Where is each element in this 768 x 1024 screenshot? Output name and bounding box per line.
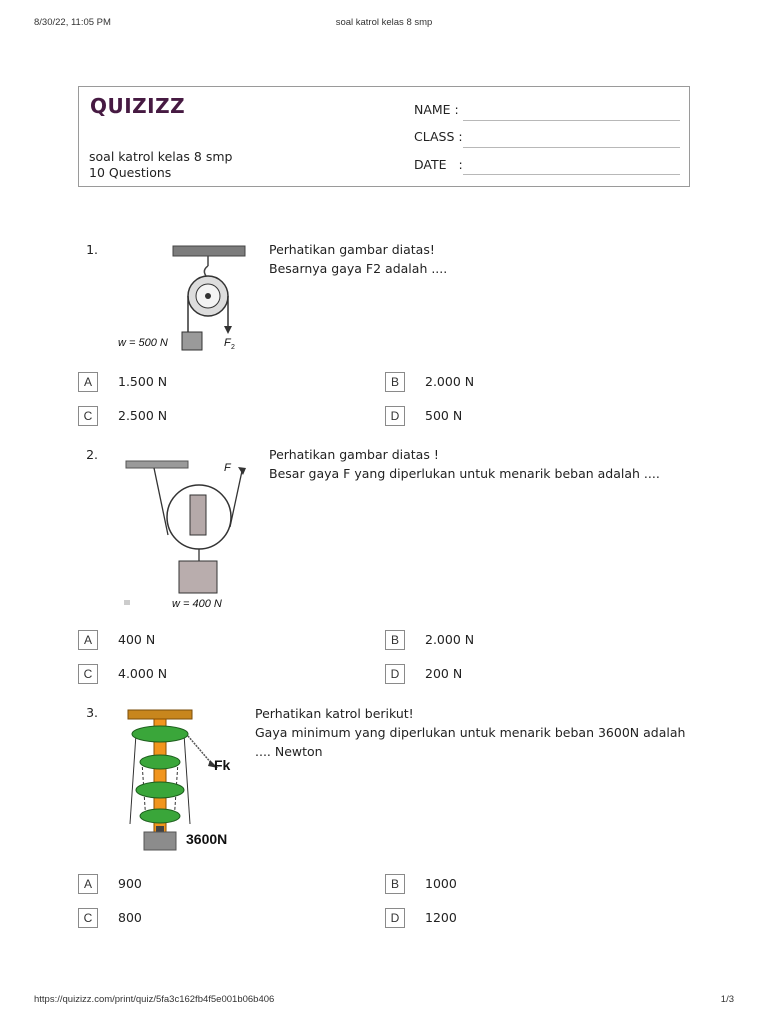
pulley-figure-1 [116, 240, 256, 355]
print-page-title: soal katrol kelas 8 smp [335, 17, 433, 28]
option-c-text: 2.500 N [118, 408, 168, 423]
option-b-text: 2.000 N [425, 374, 475, 389]
print-datetime: 8/30/22, 11:05 PM [34, 17, 111, 28]
question-line: Perhatikan gambar diatas ! [269, 447, 439, 462]
option-d-text: 200 N [425, 666, 463, 681]
option-b-box[interactable]: B [385, 630, 405, 650]
option-c-box[interactable]: C [78, 664, 98, 684]
option-a-text: 1.500 N [118, 374, 168, 389]
option-d-box[interactable]: D [385, 406, 405, 426]
option-c-box[interactable]: C [78, 406, 98, 426]
option-d-box[interactable]: D [385, 664, 405, 684]
option-c-text: 4.000 N [118, 666, 168, 681]
date-label: DATE : [414, 157, 463, 172]
option-a-text: 900 [118, 876, 142, 891]
force-subscript: 2 [231, 344, 235, 351]
option-b-text: 2.000 N [425, 632, 475, 647]
question-line: .... Newton [255, 744, 323, 759]
weight-label: 3600N [186, 831, 228, 847]
question-text [269, 445, 660, 483]
name-label: NAME : [414, 102, 459, 117]
quiz-title: soal katrol kelas 8 smp [89, 149, 233, 164]
weight-label: w = 400 N [172, 598, 222, 610]
quizizz-logo: QUIZIZZ [90, 94, 186, 118]
question-line: Perhatikan katrol berikut! [255, 706, 414, 721]
option-b-box[interactable]: B [385, 372, 405, 392]
option-d-box[interactable]: D [385, 908, 405, 928]
option-c-box[interactable]: C [78, 908, 98, 928]
option-b-box[interactable]: B [385, 874, 405, 894]
force-label: F [224, 462, 231, 474]
option-d-text: 1200 [425, 910, 457, 925]
force-label: F [224, 337, 231, 349]
question-number: 1. [86, 242, 98, 257]
weight-label: w = 500 N [118, 337, 168, 349]
question-number: 3. [86, 705, 98, 720]
question-line: Gaya minimum yang diperlukan untuk menarik beban 3600N adalah [255, 725, 686, 740]
option-d-text: 500 N [425, 408, 463, 423]
option-a-box[interactable]: A [78, 372, 98, 392]
pulley-figure-3 [124, 706, 250, 854]
class-label: CLASS : [414, 129, 463, 144]
question-text [269, 240, 447, 278]
question-line: Besarnya gaya F2 adalah .... [269, 261, 448, 276]
name-line[interactable] [463, 120, 680, 121]
option-c-text: 800 [118, 910, 142, 925]
date-line[interactable] [463, 174, 680, 175]
pulley-figure-2 [116, 455, 256, 613]
question-line: Perhatikan gambar diatas! [269, 242, 435, 257]
print-footer-url[interactable]: https://quizizz.com/print/quiz/5fa3c162fb4f5e001b06b406 [34, 994, 275, 1005]
option-b-text: 1000 [425, 876, 457, 891]
option-a-box[interactable]: A [78, 874, 98, 894]
question-number: 2. [86, 447, 98, 462]
class-line[interactable] [463, 147, 680, 148]
question-line: Besar gaya F yang diperlukan untuk menarik beban adalah .... [269, 466, 660, 481]
print-page-number: 1/3 [720, 994, 734, 1005]
question-count: 10 Questions [89, 165, 172, 180]
option-a-text: 400 N [118, 632, 156, 647]
option-a-box[interactable]: A [78, 630, 98, 650]
question-text [255, 704, 685, 761]
force-label: Fk [214, 757, 231, 773]
